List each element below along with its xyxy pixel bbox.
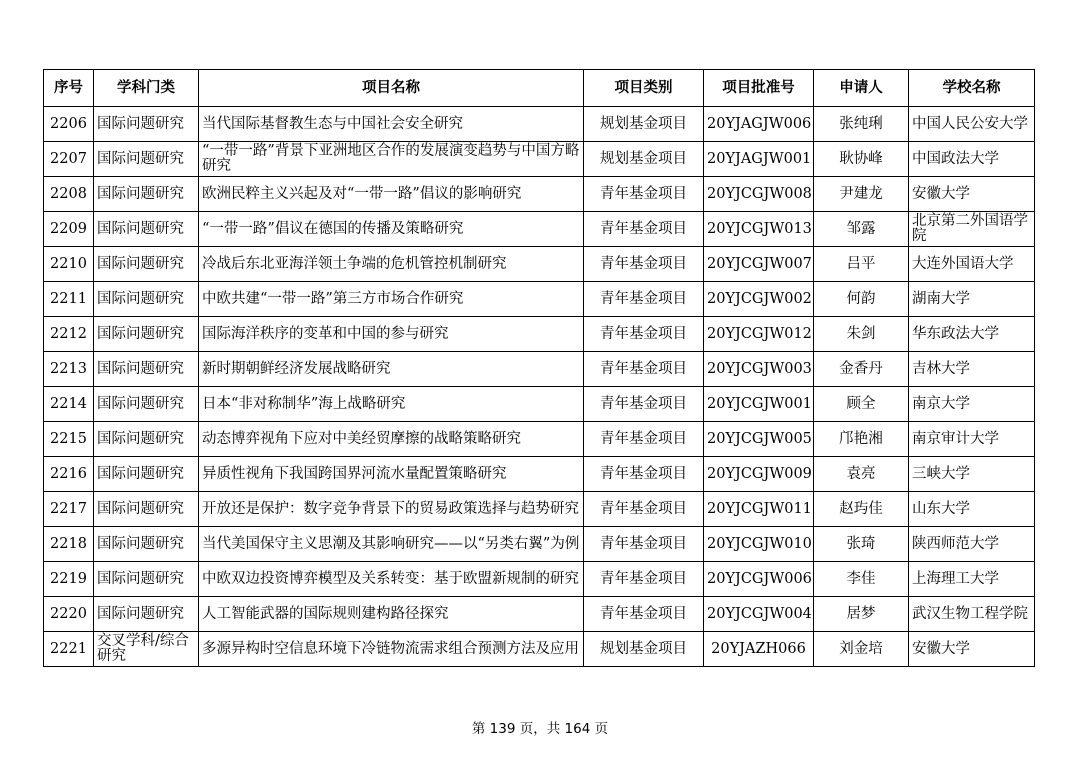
cell-title: 国际海洋秩序的变革和中国的参与研究 <box>199 317 584 352</box>
cell-title: “一带一路”倡议在德国的传播及策略研究 <box>199 212 584 247</box>
cell-field: 国际问题研究 <box>94 527 199 562</box>
cell-seq: 2219 <box>44 562 94 597</box>
project-table <box>43 69 1035 667</box>
table-row <box>44 457 1035 492</box>
cell-category: 青年基金项目 <box>584 177 704 212</box>
cell-category: 青年基金项目 <box>584 317 704 352</box>
cell-school: 安徽大学 <box>909 177 1035 212</box>
cell-field: 国际问题研究 <box>94 247 199 282</box>
cell-category: 青年基金项目 <box>584 562 704 597</box>
cell-school: 上海理工大学 <box>909 562 1035 597</box>
cell-seq: 2212 <box>44 317 94 352</box>
cell-category: 青年基金项目 <box>584 387 704 422</box>
cell-seq: 2211 <box>44 282 94 317</box>
cell-code: 20YJCGJW013 <box>704 212 814 247</box>
cell-applicant: 袁亮 <box>814 457 909 492</box>
cell-code: 20YJCGJW008 <box>704 177 814 212</box>
cell-title: 动态博弈视角下应对中美经贸摩擦的战略策略研究 <box>199 422 584 457</box>
cell-school: 华东政法大学 <box>909 317 1035 352</box>
cell-code: 20YJCGJW010 <box>704 527 814 562</box>
cell-field: 国际问题研究 <box>94 492 199 527</box>
cell-applicant: 邝艳湘 <box>814 422 909 457</box>
cell-seq: 2217 <box>44 492 94 527</box>
header-seq: 序号 <box>44 70 94 107</box>
cell-school: 陕西师范大学 <box>909 527 1035 562</box>
cell-title: 异质性视角下我国跨国界河流水量配置策略研究 <box>199 457 584 492</box>
table-row <box>44 282 1035 317</box>
cell-category: 青年基金项目 <box>584 492 704 527</box>
table-row <box>44 562 1035 597</box>
cell-title: 欧洲民粹主义兴起及对“一带一路”倡议的影响研究 <box>199 177 584 212</box>
cell-seq: 2207 <box>44 142 94 177</box>
cell-field: 国际问题研究 <box>94 317 199 352</box>
cell-category: 青年基金项目 <box>584 457 704 492</box>
cell-title: 中欧双边投资博弈模型及关系转变：基于欧盟新规制的研究 <box>199 562 584 597</box>
cell-field: 国际问题研究 <box>94 597 199 632</box>
table-row <box>44 492 1035 527</box>
cell-code: 20YJAZH066 <box>704 632 814 667</box>
cell-school: 南京审计大学 <box>909 422 1035 457</box>
table-row <box>44 387 1035 422</box>
cell-applicant: 顾全 <box>814 387 909 422</box>
table-header-row <box>44 70 1035 107</box>
cell-applicant: 赵玙佳 <box>814 492 909 527</box>
cell-applicant: 吕平 <box>814 247 909 282</box>
cell-seq: 2221 <box>44 632 94 667</box>
header-applicant: 申请人 <box>814 70 909 107</box>
cell-applicant: 刘金培 <box>814 632 909 667</box>
cell-code: 20YJCGJW005 <box>704 422 814 457</box>
header-field: 学科门类 <box>94 70 199 107</box>
table-row <box>44 422 1035 457</box>
table-row <box>44 212 1035 247</box>
table-row <box>44 107 1035 142</box>
cell-seq: 2216 <box>44 457 94 492</box>
cell-seq: 2220 <box>44 597 94 632</box>
cell-seq: 2218 <box>44 527 94 562</box>
cell-field: 国际问题研究 <box>94 352 199 387</box>
cell-code: 20YJCGJW011 <box>704 492 814 527</box>
cell-school: 吉林大学 <box>909 352 1035 387</box>
cell-seq: 2214 <box>44 387 94 422</box>
cell-code: 20YJCGJW002 <box>704 282 814 317</box>
cell-school: 北京第二外国语学院 <box>909 212 1035 247</box>
cell-field: 国际问题研究 <box>94 212 199 247</box>
cell-category: 规划基金项目 <box>584 107 704 142</box>
cell-applicant: 尹建龙 <box>814 177 909 212</box>
cell-code: 20YJCGJW012 <box>704 317 814 352</box>
page-footer: 第 139 页，共 164 页 <box>471 721 609 737</box>
cell-field: 国际问题研究 <box>94 177 199 212</box>
cell-applicant: 何韵 <box>814 282 909 317</box>
cell-field: 国际问题研究 <box>94 562 199 597</box>
cell-school: 中国政法大学 <box>909 142 1035 177</box>
cell-field: 国际问题研究 <box>94 387 199 422</box>
cell-applicant: 金香丹 <box>814 352 909 387</box>
cell-code: 20YJAGJW006 <box>704 107 814 142</box>
cell-applicant: 耿协峰 <box>814 142 909 177</box>
cell-applicant: 李佳 <box>814 562 909 597</box>
cell-school: 湖南大学 <box>909 282 1035 317</box>
cell-school: 三峡大学 <box>909 457 1035 492</box>
table-row <box>44 597 1035 632</box>
cell-code: 20YJCGJW009 <box>704 457 814 492</box>
cell-title: 日本“非对称制华”海上战略研究 <box>199 387 584 422</box>
cell-school: 安徽大学 <box>909 632 1035 667</box>
cell-title: 开放还是保护：数字竞争背景下的贸易政策选择与趋势研究 <box>199 492 584 527</box>
table-row <box>44 352 1035 387</box>
cell-field: 国际问题研究 <box>94 282 199 317</box>
cell-school: 山东大学 <box>909 492 1035 527</box>
cell-title: 多源异构时空信息环境下冷链物流需求组合预测方法及应用 <box>199 632 584 667</box>
cell-code: 20YJCGJW007 <box>704 247 814 282</box>
header-code: 项目批准号 <box>704 70 814 107</box>
cell-field: 国际问题研究 <box>94 422 199 457</box>
cell-code: 20YJCGJW006 <box>704 562 814 597</box>
cell-title: 中欧共建“一带一路”第三方市场合作研究 <box>199 282 584 317</box>
cell-field: 国际问题研究 <box>94 107 199 142</box>
cell-field: 交叉学科/综合研究 <box>94 632 199 667</box>
cell-field: 国际问题研究 <box>94 457 199 492</box>
cell-category: 青年基金项目 <box>584 282 704 317</box>
cell-seq: 2213 <box>44 352 94 387</box>
cell-title: “一带一路”背景下亚洲地区合作的发展演变趋势与中国方略研究 <box>199 142 584 177</box>
table-row <box>44 247 1035 282</box>
table-row <box>44 177 1035 212</box>
header-school: 学校名称 <box>909 70 1035 107</box>
cell-category: 青年基金项目 <box>584 597 704 632</box>
cell-category: 青年基金项目 <box>584 247 704 282</box>
cell-applicant: 邹露 <box>814 212 909 247</box>
table-row <box>44 142 1035 177</box>
cell-seq: 2206 <box>44 107 94 142</box>
cell-category: 青年基金项目 <box>584 352 704 387</box>
cell-category: 规划基金项目 <box>584 632 704 667</box>
cell-title: 冷战后东北亚海洋领土争端的危机管控机制研究 <box>199 247 584 282</box>
cell-school: 南京大学 <box>909 387 1035 422</box>
cell-title: 当代国际基督教生态与中国社会安全研究 <box>199 107 584 142</box>
table-row <box>44 632 1035 667</box>
cell-title: 人工智能武器的国际规则建构路径探究 <box>199 597 584 632</box>
header-title: 项目名称 <box>199 70 584 107</box>
cell-school: 武汉生物工程学院 <box>909 597 1035 632</box>
cell-applicant: 张纯琍 <box>814 107 909 142</box>
table-row <box>44 527 1035 562</box>
cell-title: 新时期朝鲜经济发展战略研究 <box>199 352 584 387</box>
cell-seq: 2209 <box>44 212 94 247</box>
cell-applicant: 张琦 <box>814 527 909 562</box>
cell-category: 青年基金项目 <box>584 212 704 247</box>
cell-seq: 2208 <box>44 177 94 212</box>
cell-title: 当代美国保守主义思潮及其影响研究——以“另类右翼”为例 <box>199 527 584 562</box>
cell-category: 规划基金项目 <box>584 142 704 177</box>
cell-applicant: 朱剑 <box>814 317 909 352</box>
cell-code: 20YJAGJW001 <box>704 142 814 177</box>
cell-code: 20YJCGJW001 <box>704 387 814 422</box>
cell-field: 国际问题研究 <box>94 142 199 177</box>
cell-category: 青年基金项目 <box>584 527 704 562</box>
cell-school: 中国人民公安大学 <box>909 107 1035 142</box>
cell-school: 大连外国语大学 <box>909 247 1035 282</box>
cell-code: 20YJCGJW003 <box>704 352 814 387</box>
header-category: 项目类别 <box>584 70 704 107</box>
cell-seq: 2210 <box>44 247 94 282</box>
cell-applicant: 居梦 <box>814 597 909 632</box>
table-row <box>44 317 1035 352</box>
cell-category: 青年基金项目 <box>584 422 704 457</box>
cell-code: 20YJCGJW004 <box>704 597 814 632</box>
cell-seq: 2215 <box>44 422 94 457</box>
